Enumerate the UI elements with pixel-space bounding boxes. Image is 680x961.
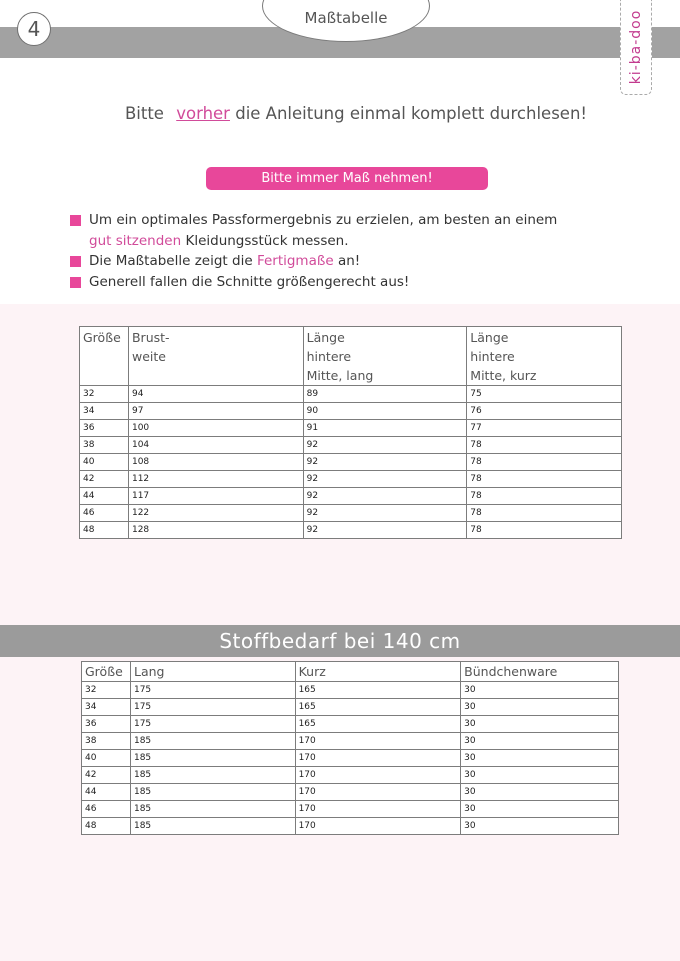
table-cell: 78 <box>467 488 622 505</box>
table-cell: 92 <box>303 522 467 539</box>
header-cell: Bündchenware <box>461 662 619 682</box>
table-cell: 117 <box>128 488 303 505</box>
table-row <box>80 522 622 539</box>
bullet-text: an! <box>337 253 361 269</box>
table-cell: 185 <box>130 750 295 767</box>
table-cell: 34 <box>82 699 131 716</box>
bullet-list <box>70 210 660 292</box>
table-cell: 78 <box>467 454 622 471</box>
bullet-text: Kleidungsstück messen. <box>185 232 349 249</box>
page-title: Maßtabelle <box>304 9 388 27</box>
table-cell: 170 <box>295 767 461 784</box>
table-cell: 46 <box>82 801 131 818</box>
table-cell: 90 <box>303 403 467 420</box>
intro-highlight: vorher <box>176 104 230 123</box>
table-cell: 44 <box>80 488 129 505</box>
table-cell: 77 <box>467 420 622 437</box>
bullet-emphasis: Fertigmaße <box>256 253 334 269</box>
table-row <box>80 505 622 522</box>
size-table <box>79 326 622 539</box>
header-cell: Brust- weite <box>128 327 303 386</box>
bullet-square-icon <box>70 277 81 288</box>
table-cell: 78 <box>467 437 622 454</box>
header-cell: Lang <box>130 662 295 682</box>
table-cell: 36 <box>82 716 131 733</box>
table-cell: 32 <box>82 682 131 699</box>
table-cell: 89 <box>303 386 467 403</box>
table-cell: 170 <box>295 733 461 750</box>
table-cell: 92 <box>303 471 467 488</box>
table-cell: 36 <box>80 420 129 437</box>
table-cell: 165 <box>295 682 461 699</box>
table-cell: 30 <box>461 818 619 835</box>
table-cell: 30 <box>461 682 619 699</box>
bullet-item <box>70 210 660 251</box>
table-cell: 128 <box>128 522 303 539</box>
table-cell: 30 <box>461 767 619 784</box>
table-cell: 170 <box>295 801 461 818</box>
bullet-square-icon <box>70 256 81 267</box>
table-cell: 38 <box>82 733 131 750</box>
intro-pre: Bitte <box>124 104 164 123</box>
table-cell: 92 <box>303 488 467 505</box>
table-cell: 32 <box>80 386 129 403</box>
table-cell: 30 <box>461 699 619 716</box>
bullet-text: Generell fallen die Schnitte größengerecht aus! <box>89 273 410 290</box>
intro-post: die Anleitung einmal komplett durchlesen! <box>235 104 588 123</box>
table-cell: 185 <box>130 818 295 835</box>
table-cell: 185 <box>130 767 295 784</box>
table-cell: 78 <box>467 505 622 522</box>
table-row <box>82 716 619 733</box>
table-cell: 46 <box>80 505 129 522</box>
table-cell: 185 <box>130 784 295 801</box>
table-row <box>80 420 622 437</box>
table-cell: 92 <box>303 454 467 471</box>
notice-banner <box>206 167 488 190</box>
bullet-text: Die Maßtabelle zeigt die <box>89 253 253 269</box>
table-cell: 30 <box>461 801 619 818</box>
fabric-table <box>81 661 619 835</box>
table-cell: 122 <box>128 505 303 522</box>
table-row <box>80 403 622 420</box>
size-table-header <box>80 327 622 386</box>
table-cell: 34 <box>80 403 129 420</box>
table-cell: 185 <box>130 733 295 750</box>
notice-text: Bitte immer Maß nehmen! <box>261 171 433 186</box>
table-cell: 76 <box>467 403 622 420</box>
table-row <box>82 750 619 767</box>
table-cell: 42 <box>80 471 129 488</box>
table-cell: 40 <box>82 750 131 767</box>
table-row <box>80 386 622 403</box>
table-row <box>82 733 619 750</box>
header-cell: Größe <box>80 327 129 386</box>
table-cell: 165 <box>295 699 461 716</box>
table-cell: 94 <box>128 386 303 403</box>
table-cell: 48 <box>82 818 131 835</box>
table-cell: 92 <box>303 505 467 522</box>
fabric-table-header <box>82 662 619 682</box>
bullet-item <box>70 251 660 272</box>
table-cell: 75 <box>467 386 622 403</box>
table-row <box>82 818 619 835</box>
header-cell: Länge hintere Mitte, kurz <box>467 327 622 386</box>
table-cell: 170 <box>295 750 461 767</box>
table-cell: 175 <box>130 699 295 716</box>
table-cell: 38 <box>80 437 129 454</box>
table-row <box>80 437 622 454</box>
table-cell: 112 <box>128 471 303 488</box>
table-cell: 175 <box>130 716 295 733</box>
page-number <box>17 12 51 46</box>
table-cell: 165 <box>295 716 461 733</box>
table-row <box>82 699 619 716</box>
table-row <box>82 784 619 801</box>
table-cell: 97 <box>128 403 303 420</box>
table-row <box>80 471 622 488</box>
page-number-text: 4 <box>27 17 41 41</box>
header-cell: Größe <box>82 662 131 682</box>
table-cell: 108 <box>128 454 303 471</box>
table-cell: 92 <box>303 437 467 454</box>
table-cell: 175 <box>130 682 295 699</box>
table-cell: 100 <box>128 420 303 437</box>
intro-headline <box>0 104 680 123</box>
table-cell: 170 <box>295 818 461 835</box>
bullet-text: Um ein optimales Passformergebnis zu erzielen, am besten an einem <box>89 212 558 228</box>
bullet-item <box>70 272 660 293</box>
table-cell: 30 <box>461 733 619 750</box>
bullet-square-icon <box>70 215 81 226</box>
header-cell: Länge hintere Mitte, lang <box>303 327 467 386</box>
table-row <box>80 454 622 471</box>
fabric-section-title: Stoffbedarf bei 140 cm <box>0 625 680 657</box>
brand-logo-text: ki-ba-doo <box>628 9 644 85</box>
table-row <box>82 682 619 699</box>
table-cell: 185 <box>130 801 295 818</box>
table-cell: 30 <box>461 784 619 801</box>
table-cell: 104 <box>128 437 303 454</box>
table-row <box>80 488 622 505</box>
table-cell: 78 <box>467 522 622 539</box>
table-cell: 48 <box>80 522 129 539</box>
table-cell: 78 <box>467 471 622 488</box>
brand-logo <box>620 0 652 95</box>
table-cell: 42 <box>82 767 131 784</box>
table-cell: 30 <box>461 716 619 733</box>
table-cell: 91 <box>303 420 467 437</box>
header-cell: Kurz <box>295 662 461 682</box>
bullet-emphasis: gut sitzenden <box>89 232 182 249</box>
table-cell: 170 <box>295 784 461 801</box>
table-row <box>82 767 619 784</box>
table-cell: 40 <box>80 454 129 471</box>
table-cell: 30 <box>461 750 619 767</box>
table-row <box>82 801 619 818</box>
table-cell: 44 <box>82 784 131 801</box>
